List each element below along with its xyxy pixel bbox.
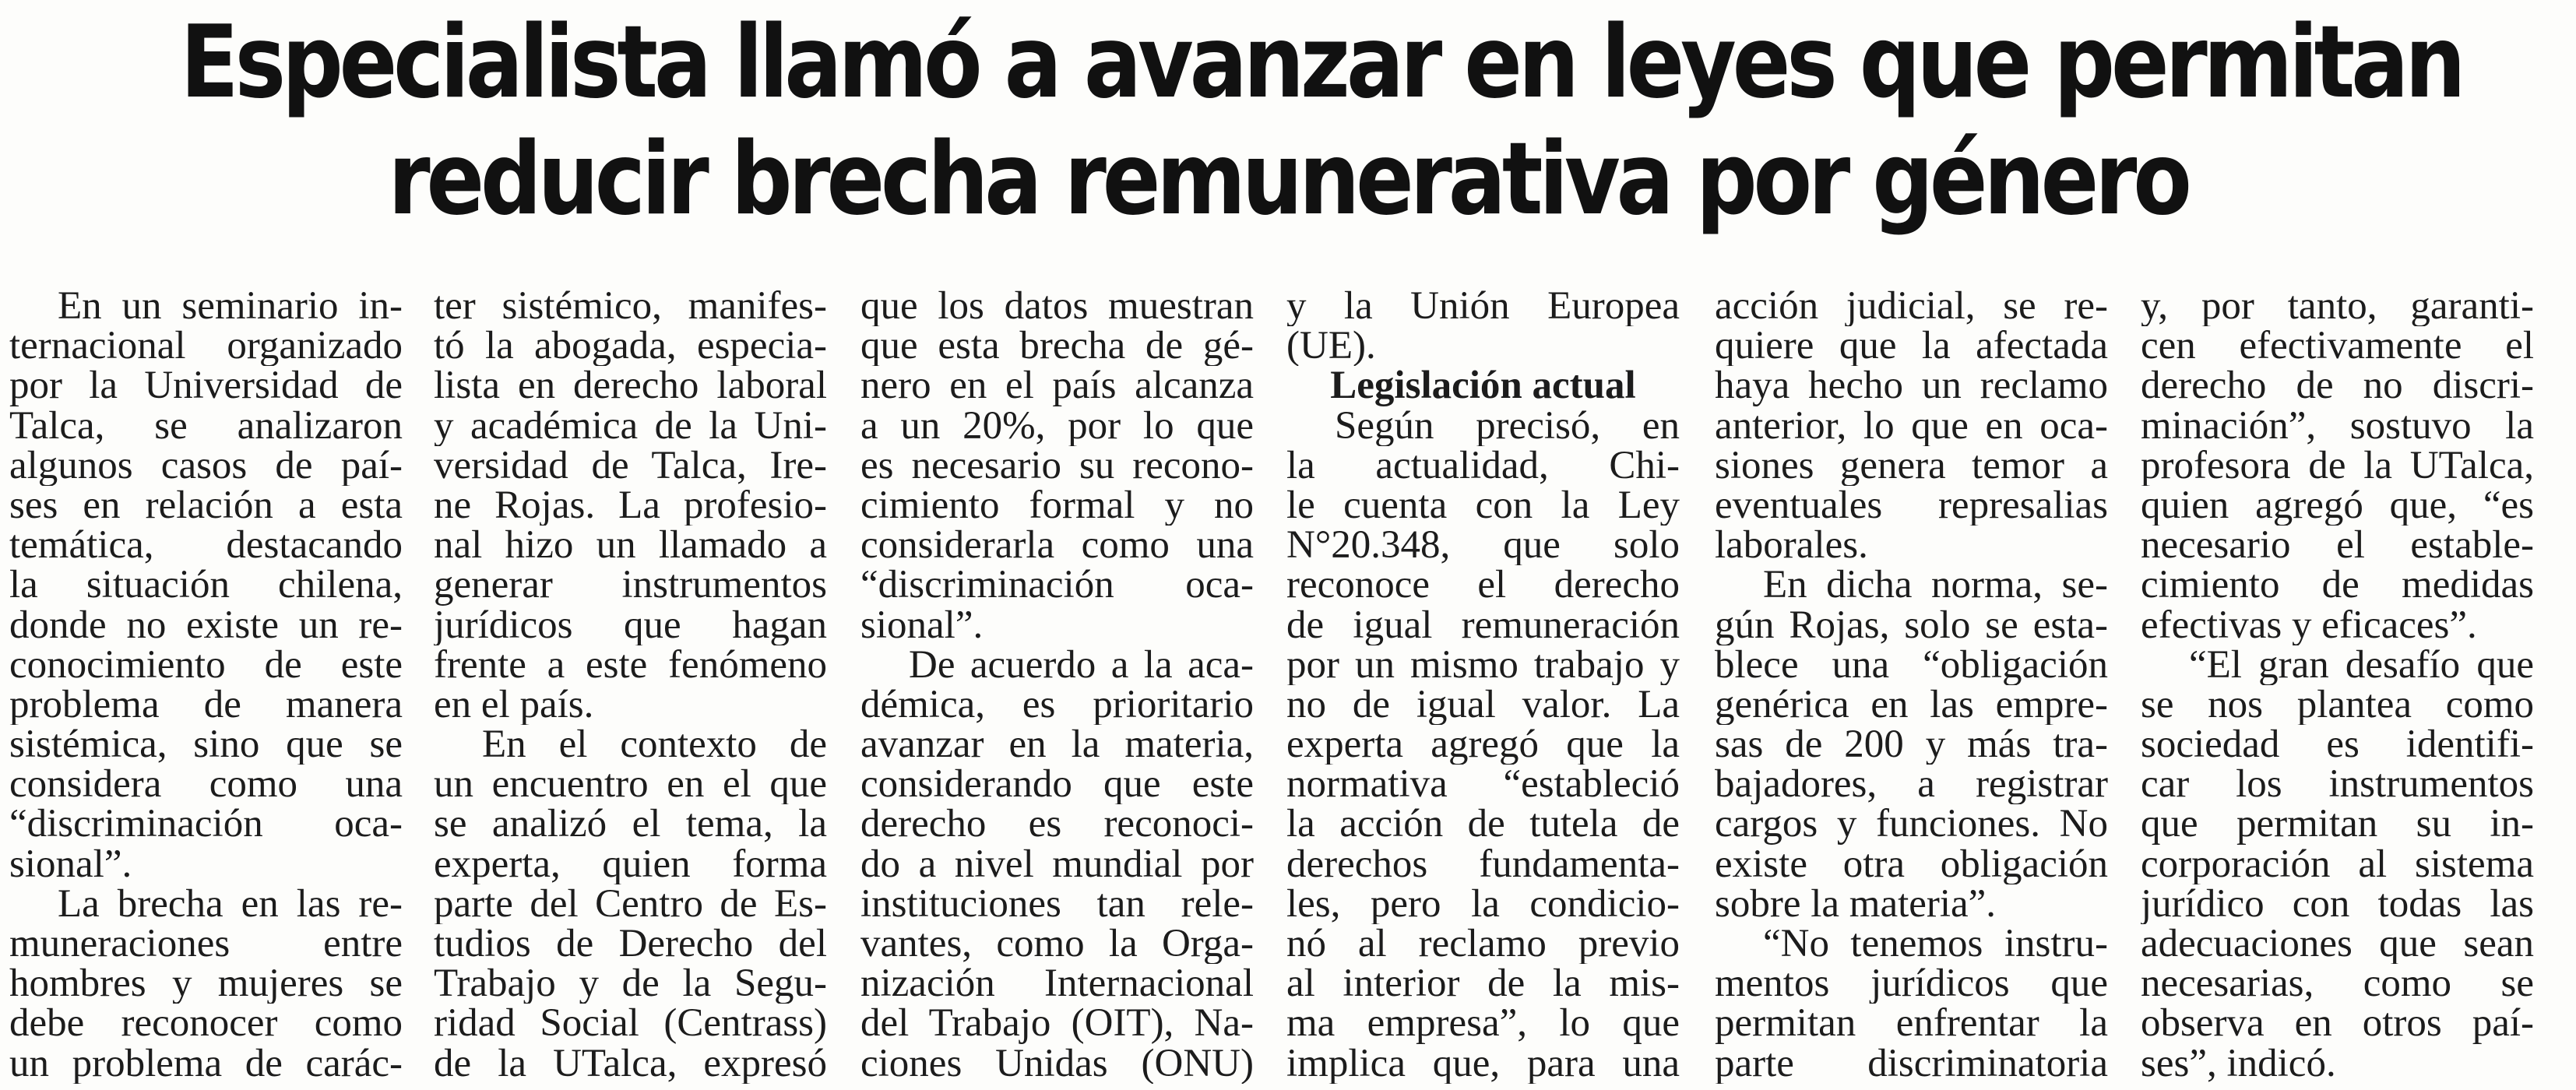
headline-line-2: reducir brecha remunerativa por género (388, 121, 2188, 237)
article-line: En el contexto de (482, 725, 827, 765)
article-line: derechos fundamenta- (1286, 844, 1680, 884)
article-line: cimiento de medidas (2141, 565, 2534, 606)
article-line: y académica de la Uni- (434, 406, 827, 446)
article-line: blece una “obligación (1715, 645, 2108, 685)
article-line: nó al reclamo previo (1286, 924, 1680, 965)
article-line: por la Universidad de (9, 366, 403, 406)
article-line: sobre la materia”. (1715, 884, 1997, 924)
article-line: “discriminación oca- (860, 565, 1254, 606)
article-line: En dicha norma, se- (1763, 565, 2108, 606)
article-line: “No tenemos instru- (1763, 924, 2108, 965)
article-line: algunos casos de paí- (9, 445, 403, 486)
article-line: jurídicos que hagan (434, 605, 827, 645)
article-line: gún Rojas, solo se esta- (1715, 605, 2108, 645)
article-line: ses en relación a esta (9, 485, 403, 526)
article-line: reconoce el derecho (1286, 565, 1680, 606)
article-line: lista en derecho laboral (434, 366, 827, 406)
article-line: adecuaciones que sean (2141, 924, 2534, 965)
article-line: la situación chilena, (9, 565, 403, 606)
article-line: se nos plantea como (2141, 684, 2534, 726)
article-line: genérica en las empre- (1715, 684, 2108, 726)
article-line: do a nivel mundial por (860, 844, 1254, 884)
article-line: normativa “estableció (1286, 765, 1680, 805)
article-line: derecho de no discri- (2141, 366, 2534, 406)
article-line: tó la abogada, especia- (434, 326, 827, 367)
article-line: jurídico con todas las (2141, 884, 2534, 924)
article-line: implica que, para una (1286, 1043, 1680, 1084)
article-line: observa en otros paí- (2141, 1004, 2534, 1044)
article-line: que los datos muestran (860, 287, 1254, 327)
headline-line-1: Especialista llamó a avanzar en leyes que permitan (180, 5, 2462, 121)
article-line: N°20.348, que solo (1286, 526, 1680, 566)
article-line: derecho es reconoci- (860, 804, 1254, 845)
article-line: considerarla como una (860, 526, 1254, 566)
article-line: sociedad es identifi- (2141, 725, 2534, 765)
article-line: considerando que este (860, 765, 1254, 805)
article-line: laborales. (1715, 526, 1868, 566)
article-line: La brecha en las re- (58, 884, 403, 924)
article-line: le cuenta con la Ley (1286, 485, 1680, 526)
article-line: sional”. (9, 844, 132, 884)
article-line: por un mismo trabajo y (1286, 645, 1680, 685)
article-line: ses”, indicó. (2141, 1043, 2336, 1084)
article-line: sas de 200 y más tra- (1715, 725, 2108, 765)
article-line: hombres y mujeres se (9, 964, 403, 1004)
article-line: (UE). (1286, 326, 1376, 367)
article-line: en el país. (434, 684, 594, 726)
article-line: temática, destacando (9, 526, 403, 566)
article-line: no de igual valor. La (1286, 684, 1680, 726)
article-line: donde no existe un re- (9, 605, 403, 645)
article-line: siones genera temor a (1715, 445, 2108, 486)
article-line: de igual remuneración (1286, 605, 1680, 645)
article-line: ternacional organizado (9, 326, 403, 367)
article-line: anterior, lo que en oca- (1715, 406, 2108, 446)
article-line: existe otra obligación (1715, 844, 2108, 884)
article-line: frente a este fenómeno (434, 645, 827, 685)
article-line: cimiento formal y no (860, 485, 1254, 526)
article-line: y la Unión Europea (1286, 287, 1680, 327)
article-line: que permitan su in- (2141, 804, 2534, 845)
article-line: debe reconocer como (9, 1004, 403, 1044)
article-line: profesora de la UTalca, (2141, 445, 2534, 486)
article-line: a un 20%, por lo que (860, 406, 1254, 446)
article-line: se analizó el tema, la (434, 804, 827, 845)
article-line: nal hizo un llamado a (434, 526, 827, 566)
article-line: considera como una (9, 765, 403, 805)
article-line: sional”. (860, 605, 984, 645)
article-column-6 (2141, 287, 2534, 1084)
article-line: parte discriminatoria (1715, 1043, 2108, 1084)
article-line: conocimiento de este (9, 645, 403, 685)
article-line: quiere que la afectada (1715, 326, 2108, 367)
article-line: cen efectivamente el (2141, 326, 2534, 367)
article-line: corporación al sistema (2141, 844, 2534, 884)
article-line: al interior de la mis- (1286, 964, 1680, 1004)
article-line: minación”, sostuvo la (2141, 406, 2534, 446)
article-column-5 (1715, 287, 2108, 1084)
article-line: de la UTalca, expresó (434, 1043, 827, 1084)
article-line: experta agregó que la (1286, 725, 1680, 765)
article-line: ter sistémico, manifes- (434, 287, 827, 327)
article-line: De acuerdo a la aca- (909, 645, 1254, 685)
article-line: acción judicial, se re- (1715, 287, 2108, 327)
article-line: ne Rojas. La profesio- (434, 485, 827, 526)
article-line: tudios de Derecho del (434, 924, 827, 965)
article-line: “El gran desafío que (2189, 645, 2534, 685)
article-line: muneraciones entre (9, 924, 403, 965)
article-line: generar instrumentos (434, 565, 827, 606)
article-line: avanzar en la materia, (860, 725, 1254, 765)
article-column-3 (860, 287, 1254, 1084)
article-line: “discriminación oca- (9, 804, 403, 845)
article-line: un encuentro en el que (434, 765, 827, 805)
article-body (9, 287, 2571, 1090)
article-line: la acción de tutela de (1286, 804, 1680, 845)
article-line: En un seminario in- (58, 287, 403, 327)
article-line: Talca, se analizaron (9, 406, 403, 446)
article-line: haya hecho un reclamo (1715, 366, 2108, 406)
article-column-1 (9, 287, 403, 1084)
article-line: Según precisó, en (1335, 406, 1680, 446)
article-line: mentos jurídicos que (1715, 964, 2108, 1004)
article-line: efectivas y eficaces”. (2141, 605, 2477, 645)
article-line: del Trabajo (OIT), Na- (860, 1004, 1254, 1044)
article-line: bajadores, a registrar (1715, 765, 2108, 805)
article-line: parte del Centro de Es- (434, 884, 827, 924)
section-heading: Legislación actual (1330, 366, 1636, 406)
article-line: ciones Unidas (ONU) (860, 1043, 1254, 1084)
article-line: que esta brecha de gé- (860, 326, 1254, 367)
article-line: nización Internacional (860, 964, 1254, 1004)
article-column-4 (1286, 287, 1680, 1084)
article-line: sistémica, sino que se (9, 725, 403, 765)
article-line: necesario el estable- (2141, 526, 2534, 566)
article-line: es necesario su recono- (860, 445, 1254, 486)
article-line: Trabajo y de la Segu- (434, 964, 827, 1004)
article-line: cargos y funciones. No (1715, 804, 2108, 845)
article-line: problema de manera (9, 684, 403, 726)
article-line: un problema de carác- (9, 1043, 403, 1084)
article-line: les, pero la condicio- (1286, 884, 1680, 924)
article-line: experta, quien forma (434, 844, 827, 884)
article-line: instituciones tan rele- (860, 884, 1254, 924)
article-line: ma empresa”, lo que (1286, 1004, 1680, 1044)
headline (180, 5, 2462, 238)
article-line: eventuales represalias (1715, 485, 2108, 526)
article-line: necesarias, como se (2141, 964, 2534, 1004)
article-line: permitan enfrentar la (1715, 1004, 2108, 1044)
article-line: nero en el país alcanza (860, 366, 1254, 406)
article-line: démica, es prioritario (860, 684, 1254, 726)
article-line: versidad de Talca, Ire- (434, 445, 827, 486)
article-line: vantes, como la Orga- (860, 924, 1254, 965)
article-line: car los instrumentos (2141, 765, 2534, 805)
article-line: ridad Social (Centrass) (434, 1004, 827, 1044)
article-line: y, por tanto, garanti- (2141, 287, 2534, 327)
article-line: la actualidad, Chi- (1286, 445, 1680, 486)
article-column-2 (434, 287, 827, 1084)
article-line: quien agregó que, “es (2141, 485, 2534, 526)
